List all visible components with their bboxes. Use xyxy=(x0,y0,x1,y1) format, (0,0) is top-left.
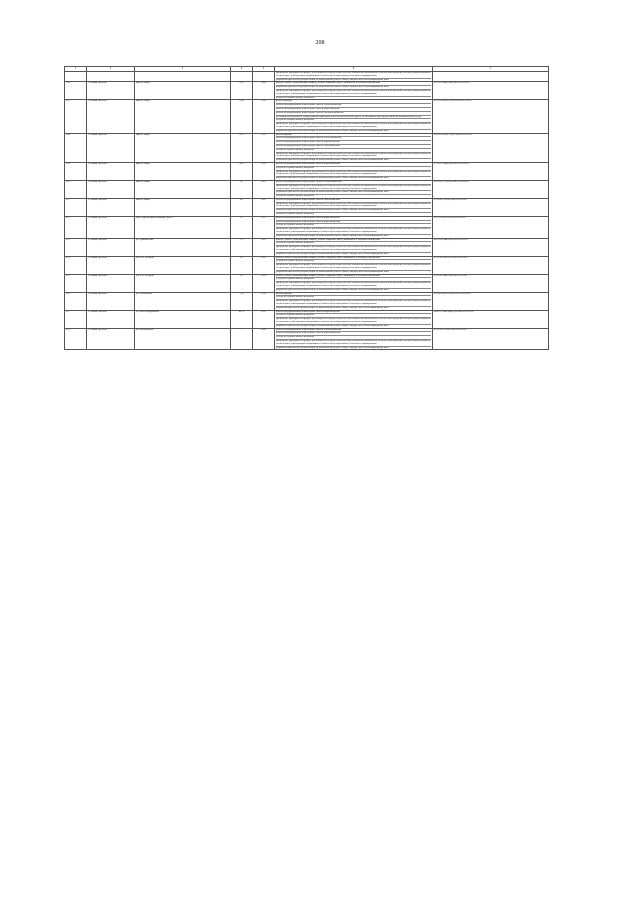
work-item: проведение проверки на предмет достоверности определения сметной стоимости капитального ремонта или проверки сметной документации на соответствие действующим нормативам в области ценообразования и сметного нормирования xyxy=(276,151,431,158)
work-item: ремонт фасада xyxy=(276,292,292,295)
street-cell: ул. Железнодорожная xyxy=(135,310,231,328)
street-cell: ул. Арктическая xyxy=(135,238,231,256)
code-cell: Ф-6-5-С(эл)-С-ПД-СКБ-0-0-0-0-0-0 xyxy=(433,133,549,162)
work-item: ремонт фасада xyxy=(276,133,292,136)
work-item: разработка проектной документации на капитальный ремонт общего имущества в многоквартирном доме xyxy=(276,288,431,292)
house-number-cell: 3/5 xyxy=(231,256,253,274)
works-cell xyxy=(275,238,433,256)
year-cell: 2021 xyxy=(253,274,275,292)
work-item: ремонт внутридомовых инженерных систем газоснабжения xyxy=(276,144,431,148)
work-item: ремонт внутридомовых инженерных систем водоотведения xyxy=(276,140,431,144)
row-number-cell: 107 xyxy=(65,100,87,133)
work-item: разработка проектной документации на капитальный ремонт общего имущества в многоквартирном доме xyxy=(276,208,431,212)
house-number-cell: 46 А xyxy=(231,310,253,328)
column-header: 2 xyxy=(87,67,135,72)
code-cell: Б-5-2-П-0-ПД-СКБ-0-0-0-0-0-0 xyxy=(433,328,549,350)
code-cell: Б-5-0-П-0-ПД-СКБ-0-0-0-0-0-0 xyxy=(433,198,549,216)
work-item: разработка проектной документации на капитальный ремонт общего имущества в многоквартирном доме xyxy=(276,176,431,180)
works-cell xyxy=(275,310,433,328)
work-item: ремонт, замена, модернизация лифтов, ремонт лифтовых шахт, машинных и блочных помещений xyxy=(276,81,380,85)
column-header: 4 xyxy=(231,67,253,72)
year-cell: 2020 xyxy=(253,82,275,100)
capital-repair-table xyxy=(64,66,549,350)
house-number-cell: 60 xyxy=(231,198,253,216)
work-item: проведение проверки на предмет достоверности определения сметной стоимости капитального ремонта или проверки сметной документации на соответствие действующим нормативам в области ценообразования и сметного нормирования xyxy=(276,281,431,288)
code-cell: П-5-2-П-0-ПД-СКБ-Л-0-0-0-0 xyxy=(433,216,549,238)
work-item: проведение проверки на предмет достоверности определения сметной стоимости капитального ремонта или проверки сметной документации на соответствие действующим нормативам в области ценообразования и сметного нормирования xyxy=(276,88,431,95)
year-cell: 2021 xyxy=(253,238,275,256)
house-number-cell: 2 Д xyxy=(231,292,253,310)
work-item: разработка проектной документации на капитальный ремонт общего имущества в многоквартирном доме xyxy=(276,346,431,350)
work-item: ремонт, замена, модернизация лифтов, ремонт лифтовых шахт, машинных и блочных помещений xyxy=(276,274,380,277)
city-cell: г. Новый Уренгой xyxy=(87,100,135,133)
works-cell xyxy=(275,256,433,274)
work-item: разработка проектной документации на капитальный ремонт общего имущества в многоквартирном доме xyxy=(276,324,431,328)
row-number-cell: 113 xyxy=(65,238,87,256)
work-item: услуги по строительному контролю xyxy=(276,241,431,245)
work-item: разработка проектной документации на капитальный ремонт общего имущества в многоквартирном доме xyxy=(276,270,431,274)
work-item: ремонт внутридомовых инженерных систем теплоснабжения xyxy=(276,136,431,140)
column-header: 5 xyxy=(253,67,275,72)
work-item: разработка проектной документации на капитальный ремонт общего имущества в многоквартирном доме xyxy=(276,129,431,133)
work-item: разработка проектной документации на капитальный ремонт общего имущества в многоквартирном доме xyxy=(276,158,431,162)
city-cell: г. Новый Уренгой xyxy=(87,162,135,180)
street-cell: ул. В.Я. Петухов xyxy=(135,274,231,292)
works-cell xyxy=(275,198,433,216)
house-number-cell: 22/5 xyxy=(231,133,253,162)
work-item: проведение проверки на предмет достоверности определения сметной стоимости капитального ремонта или проверки сметной документации на соответствие действующим нормативам в области ценообразования и сметного нормирования xyxy=(276,122,431,128)
work-item: ремонт внутридомовых инженерных систем электроснабжения xyxy=(276,111,431,115)
work-item: проведение проверки на предмет достоверности определения сметной стоимости капитального ремонта или проверки сметной документации на соответствие действующим нормативам в области ценообразования и сметного нормирования xyxy=(276,245,431,252)
work-item: проведение проверки на предмет достоверности определения сметной стоимости капитального ремонта или проверки сметной документации на соответствие действующим нормативам в области ценообразования и сметного нормирования xyxy=(276,338,431,345)
street-cell: ул. В.Я. Петухов xyxy=(135,256,231,274)
code-cell: Б-9-1-П-ПК-ПД-СКБ-Л-0-0-0-0 xyxy=(433,256,549,274)
street-cell: просп. Мира xyxy=(135,133,231,162)
year-cell: 2020 xyxy=(253,256,275,274)
works-cell xyxy=(275,292,433,310)
row-number-cell: 106 xyxy=(65,82,87,100)
table-row xyxy=(65,180,549,198)
city-cell: г. Новый Уренгой xyxy=(87,256,135,274)
code-cell: Б-3-3-У-Вф-ПД-СКБ-Л-0-0-0-0-0 xyxy=(433,82,549,100)
street-cell: просп. Мира xyxy=(135,100,231,133)
page-number: 208 xyxy=(315,40,325,46)
works-cell xyxy=(275,72,433,82)
city-cell: г. Новый Уренгой xyxy=(87,198,135,216)
work-item: проведение проверки на предмет достоверности определения сметной стоимости капитального ремонта или проверки сметной документации на соответствие действующим нормативам в области ценообразования и сметного нормирования xyxy=(276,299,431,305)
row-number-cell: 110 xyxy=(65,180,87,198)
work-item: разработка проектной документации на капитальный ремонт общего имущества в многоквартирном доме xyxy=(276,190,431,194)
city-cell: г. Новый Уренгой xyxy=(87,238,135,256)
work-item: ремонт внутридомовых инженерных систем теплоснабжения xyxy=(276,180,342,183)
works-cell xyxy=(275,133,433,162)
street-cell: ул. Гнесинская xyxy=(135,292,231,310)
work-item: проведение проверки на предмет достоверности определения сметной стоимости капитального ремонта или проверки сметной документации на соответствие действующим нормативам в области ценообразования и сметного нормирования xyxy=(276,263,431,270)
code-cell: М-9-0-П-Вф-ПД-СКБ-Л-0-0-0-0 xyxy=(433,238,549,256)
table-row xyxy=(65,292,549,310)
table-row xyxy=(65,256,549,274)
work-item: услуги по строительному контролю xyxy=(276,335,431,339)
year-cell: 1987 xyxy=(253,180,275,198)
row-number-cell: 112 xyxy=(65,216,87,238)
table-row xyxy=(65,198,549,216)
row-number-cell: 118 xyxy=(65,328,87,350)
work-item: ремонт, замена, модернизация лифтов, ремонт лифтовых шахт, машинных и блочных помещений xyxy=(276,256,380,259)
works-cell xyxy=(275,162,433,180)
house-number-cell: 22/2 xyxy=(231,82,253,100)
work-item: разработка проектной документации на капитальный ремонт общего имущества в многоквартирном доме xyxy=(276,306,431,310)
column-header: 7 xyxy=(433,67,549,72)
works-cell xyxy=(275,328,433,350)
table-row-continuation xyxy=(65,72,549,82)
year-cell: 2017 xyxy=(253,133,275,162)
house-number-cell: 26/2 xyxy=(231,162,253,180)
city-cell: г. Новый Уренгой xyxy=(87,180,135,198)
work-item: ремонт фасада xyxy=(276,99,292,103)
work-item: услуги по строительному контролю xyxy=(276,148,431,152)
table-row xyxy=(65,100,549,133)
work-item: ремонт внутридомовых инженерных систем водоснабжения xyxy=(276,331,431,335)
work-item: ремонт внутридомовых инженерных систем водоснабжения xyxy=(276,220,431,224)
work-item: разработка проектной документации на капитальный ремонт общего имущества в многоквартирном доме xyxy=(276,85,431,89)
year-cell: 1986 xyxy=(253,328,275,350)
work-item: ремонт внутридомовых инженерных систем водоотведения xyxy=(276,107,431,111)
work-item: услуги по строительному контролю xyxy=(276,96,431,100)
work-item: ремонт внутридомовых инженерных систем теплоснабжения xyxy=(276,328,342,331)
column-header: 3 xyxy=(135,67,231,72)
table-row xyxy=(65,328,549,350)
row-number-cell: 109 xyxy=(65,162,87,180)
city-cell: г. Новый Уренгой xyxy=(87,328,135,350)
work-item: услуги по строительному контролю xyxy=(276,166,431,170)
street-cell: просп. Мира xyxy=(135,82,231,100)
row-number-cell: 115 xyxy=(65,274,87,292)
code-cell: М-4-2-С(кн)-Вф-ПД-СКБ-0-0-0-0-0-0 xyxy=(433,310,549,328)
work-item: установка коллективных (общедомовых) приборов учета потребления ресурсов, необходимых для предоставления коммунальных услуг xyxy=(276,115,431,119)
work-item: услуги по строительному контролю xyxy=(276,118,431,122)
street-cell: просп. Мира xyxy=(135,180,231,198)
work-item: ремонт внутридомовых инженерных систем теплоснабжения xyxy=(276,103,431,107)
house-number-cell: 30 xyxy=(231,180,253,198)
work-item: ремонт внутридомовых инженерных систем водоотведения xyxy=(276,216,340,219)
work-item: проведение проверки на предмет достоверности определения сметной стоимости капитального ремонта или проверки сметной документации на соответствие действующим нормативам в области ценообразования и сметного нормирования xyxy=(276,201,431,208)
year-cell: 2012 xyxy=(253,162,275,180)
year-cell: 1991 xyxy=(253,198,275,216)
work-item: проведение проверки на предмет достоверности определения сметной стоимости капитального ремонта или проверки сметной документации на соответствие действующим нормативам в области ценообразования и сметного нормирования xyxy=(276,317,431,323)
table-row xyxy=(65,238,549,256)
table-row xyxy=(65,216,549,238)
street-cell: пер. Сургутнефтегазовский, дом 15 xyxy=(135,216,231,238)
work-item: услуги по строительному контролю xyxy=(276,277,431,281)
works-cell xyxy=(275,100,433,133)
city-cell: г. Новый Уренгой xyxy=(87,133,135,162)
row-number-cell: 114 xyxy=(65,256,87,274)
city-cell: г. Новый Уренгой xyxy=(87,292,135,310)
works-cell xyxy=(275,216,433,238)
city-cell: г. Новый Уренгой xyxy=(87,216,135,238)
code-cell: С-7-6-С-Вф-ПД-СКБ-0-0-0-0-0-0 xyxy=(433,162,549,180)
column-header: 1 xyxy=(65,67,87,72)
city-cell: г. Новый Уренгой xyxy=(87,82,135,100)
city-cell: г. Новый Уренгой xyxy=(87,310,135,328)
work-item: ремонт, замена, модернизация лифтов, ремонт лифтовых шахт, машинных и блочных помещений xyxy=(276,238,380,241)
street-cell: просп. Мира xyxy=(135,198,231,216)
table-row xyxy=(65,274,549,292)
work-item: проведение проверки на предмет достоверности определения сметной стоимости капитального ремонта или проверки сметной документации на соответствие действующим нормативам в области ценообразования и сметного нормирования xyxy=(276,169,431,176)
work-item: проведение проверки на предмет достоверности определения сметной стоимости капитального ремонта или проверки сметной документации на соответствие действующим нормативам в области ценообразования и сметного нормирования xyxy=(276,71,431,77)
works-cell xyxy=(275,180,433,198)
house-number-cell: 7 xyxy=(231,328,253,350)
work-item: услуги по строительному контролю xyxy=(276,313,431,317)
code-cell: Б-9-1-П-Вф-ПД-СКБ-Л-0-0-0-0 xyxy=(433,274,549,292)
works-cell xyxy=(275,274,433,292)
works-cell xyxy=(275,82,433,100)
work-item: разработка проектной документации на капитальный ремонт общего имущества в многоквартирном доме xyxy=(276,78,431,82)
street-cell: просп. Мира xyxy=(135,162,231,180)
code-cell: Б-5-3-С(тп)-С-ПД-СКБ-0-0-0-0-0-0 xyxy=(433,100,549,133)
table-row xyxy=(65,162,549,180)
table-row xyxy=(65,310,549,328)
city-cell: г. Новый Уренгой xyxy=(87,274,135,292)
row-number-cell: 117 xyxy=(65,310,87,328)
code-cell: Б-3-4-С(кн)-0-ПД-СКБ-0-0-0-0-0-0 xyxy=(433,292,549,310)
row-number-cell: 108 xyxy=(65,133,87,162)
row-number-cell: 111 xyxy=(65,198,87,216)
table-row xyxy=(65,82,549,100)
work-item: проведение проверки на предмет достоверности определения сметной стоимости капитального ремонта или проверки сметной документации на соответствие действующим нормативам в области ценообразования и сметного нормирования xyxy=(276,183,431,190)
work-item: разработка проектной документации на капитальный ремонт общего имущества в многоквартирном доме xyxy=(276,252,431,256)
house-number-cell: 22/4 xyxy=(231,100,253,133)
row-number-cell: 116 xyxy=(65,292,87,310)
year-cell: 2011 xyxy=(253,310,275,328)
work-item: проведение проверки на предмет достоверности определения сметной стоимости капитального ремонта или проверки сметной документации на соответствие действующим нормативам в области ценообразования и сметного нормирования xyxy=(276,227,431,234)
work-item: ремонт внутридомовых инженерных систем водоотведения xyxy=(276,310,340,313)
work-item: услуги по строительному контролю xyxy=(276,295,431,299)
work-item: ремонт внутридомовых инженерных систем водоснабжения xyxy=(276,162,341,165)
house-number-cell: 31 xyxy=(231,238,253,256)
street-cell: ул. Молодежная xyxy=(135,328,231,350)
table-row xyxy=(65,133,549,162)
work-item: ремонт внутридомовых инженерных систем газоснабжения xyxy=(276,198,340,201)
year-cell: 2013 xyxy=(253,100,275,133)
work-item: услуги по строительному контролю xyxy=(276,212,431,216)
year-cell: 2013 xyxy=(253,292,275,310)
work-item: услуги по строительному контролю xyxy=(276,223,431,227)
column-header: 6 xyxy=(275,67,433,72)
house-number-cell: 15 xyxy=(231,216,253,238)
work-item: услуги по строительному контролю xyxy=(276,194,431,198)
work-item: разработка проектной документации на капитальный ремонт общего имущества в многоквартирном доме xyxy=(276,234,431,238)
year-cell: 1997 xyxy=(253,216,275,238)
house-number-cell: 3/2 xyxy=(231,274,253,292)
code-cell: Б-5-0-С(-А)-ПД-СКБ-0-0-0-0-0-0 xyxy=(433,180,549,198)
work-item: услуги по строительному контролю xyxy=(276,259,431,263)
